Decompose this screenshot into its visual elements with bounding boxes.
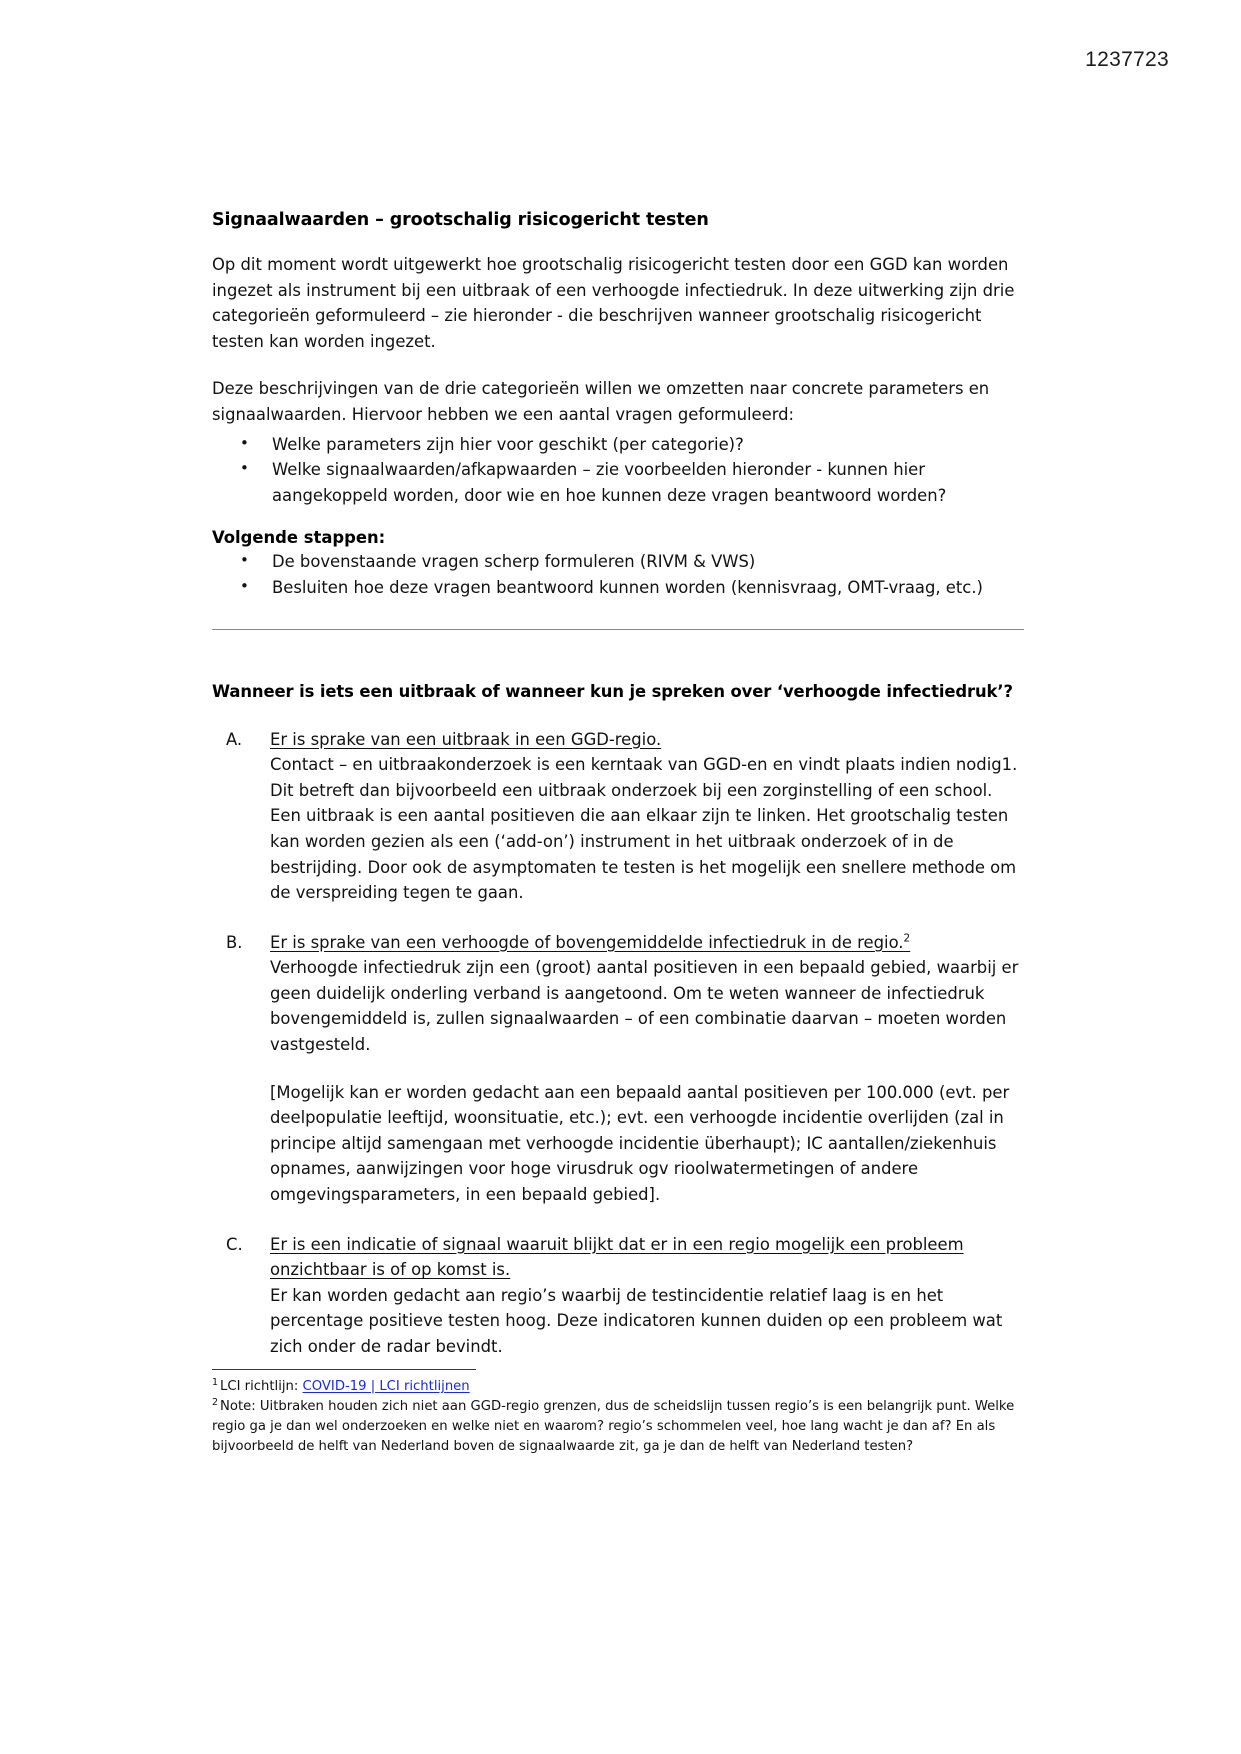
criteria-item-b (212, 930, 1024, 1208)
list-marker: C. (226, 1234, 243, 1254)
section-divider (212, 629, 1024, 630)
criteria-list (212, 727, 1024, 1360)
footnote-number: 2 (212, 1396, 219, 1408)
footnote-1 (212, 1377, 1024, 1397)
footnote-separator (212, 1369, 476, 1370)
intro-paragraph-1: Op dit moment wordt uitgewerkt hoe grootschalig risicogericht testen door een GGD kan worden ingezet als instrument bij een uitbraak of een verhoogde infectiedruk. In deze uitwerking zijn drie categorieën geformuleerd – zie hieronder - die beschrijven wanneer grootschalig risicogericht testen kan worden ingezet. (212, 255, 1015, 351)
footnote-text: Note: Uitbraken houden zich niet aan GGD-regio grenzen, dus de scheidslijn tussen regio’s is een belangrijk punt. Welke regio ga je dan wel onderzoeken en welke niet en waarom? regio’s schommelen veel, hoe lang wacht je dan af? En als bijvoorbeeld de helft van Nederland boven de signaalwaarde zit, ga je dan de helft van Nederland testen? (212, 1399, 1015, 1454)
lci-guideline-link[interactable]: COVID-19 | LCI richtlijnen (302, 1379, 470, 1394)
question-heading: Wanneer is iets een uitbraak of wanneer kun je spreken over ‘verhoogde infectiedruk’? (212, 681, 1013, 701)
list-marker: B. (226, 932, 243, 952)
criteria-body: Verhoogde infectiedruk zijn een (groot) aantal positieven in een bepaald gebied, waarbij er geen duidelijk onderling verband is aangetoond. Om te weten wanneer de infectiedruk bovengemiddeld is, zullen signaalwaarden – of een combinatie daarvan – moeten worden vastgesteld. (270, 958, 1019, 1055)
footnote-ref-2[interactable]: 2 (903, 932, 911, 945)
criteria-body: Er kan worden gedacht aan regio’s waarbij de testincidentie relatief laag is en het percentage positieve testen hoog. Deze indicatoren kunnen duiden op een probleem wat zich onder de radar bevindt. (270, 1285, 1003, 1356)
document-content (212, 210, 1024, 1384)
next-steps-heading: Volgende stappen: (212, 528, 386, 548)
criteria-title-text: Er is sprake van een uitbraak in een GGD-regio. (270, 729, 662, 749)
criteria-item-a (212, 727, 1024, 906)
questions-list (212, 432, 1024, 509)
list-item: • Welke signaalwaarden/afkapwaarden – zie voorbeelden hieronder - kunnen hier aangekoppeld worden, door wie en hoe kunnen deze vragen beantwoord worden? (212, 457, 1024, 508)
criteria-title-text: Er is sprake van een verhoogde of bovengemiddelde infectiedruk in de regio. (270, 932, 904, 952)
document-number: 1237723 (1085, 48, 1169, 71)
criteria-title (270, 1232, 1024, 1283)
criteria-body: Contact – en uitbraakonderzoek is een kerntaak van GGD-en en vindt plaats indien nodig1. Dit betreft dan bijvoorbeeld een uitbraak onderzoek bij een zorginstelling of een school. Een uitbraak is een aantal positieven die aan elkaar zijn te linken. Het grootschalig testen kan worden gezien als een (‘add-on’) instrument in het uitbraak onderzoek of in de bestrijding. Door ook de asymptomaten te testen is het mogelijk een snellere methode om de verspreiding tegen te gaan. (270, 755, 1018, 903)
footnotes-area (212, 1369, 1024, 1457)
criteria-body-note: [Mogelijk kan er worden gedacht aan een bepaald aantal positieven per 100.000 (evt. per deelpopulatie leeftijd, woonsituatie, etc.); evt. een verhoogde incidentie overlijden (zal in principe altijd samengaan met verhoogde incidentie überhaupt); IC aantallen/ziekenhuis opnames, aanwijzingen voor hoge virusdruk ogv rioolwatermetingen of andere omgevingsparameters, in een bepaald gebied]. (270, 1082, 1010, 1205)
list-item: • Besluiten hoe deze vragen beantwoord kunnen worden (kennisvraag, OMT-vraag, etc.) (212, 575, 1024, 601)
criteria-title (270, 930, 1024, 956)
footnote-2 (212, 1397, 1024, 1457)
list-marker: A. (226, 729, 243, 749)
criteria-title (270, 727, 1024, 753)
criteria-item-c (212, 1232, 1024, 1360)
footnote-text: LCI richtlijn: (220, 1379, 303, 1394)
list-item: • Welke parameters zijn hier voor geschikt (per categorie)? (212, 432, 1024, 458)
criteria-title-text: Er is een indicatie of signaal waaruit blijkt dat er in een regio mogelijk een probleem onzichtbaar is of op komst is. (270, 1234, 964, 1280)
list-item: • De bovenstaande vragen scherp formuleren (RIVM & VWS) (212, 549, 1024, 575)
footnote-number: 1 (212, 1376, 219, 1388)
intro-paragraph-2: Deze beschrijvingen van de drie categorieën willen we omzetten naar concrete parameters en signaalwaarden. Hiervoor hebben we een aantal vragen geformuleerd: (212, 379, 990, 424)
next-steps-list (212, 549, 1024, 600)
page-title: Signaalwaarden – grootschalig risicogericht testen (212, 210, 709, 230)
